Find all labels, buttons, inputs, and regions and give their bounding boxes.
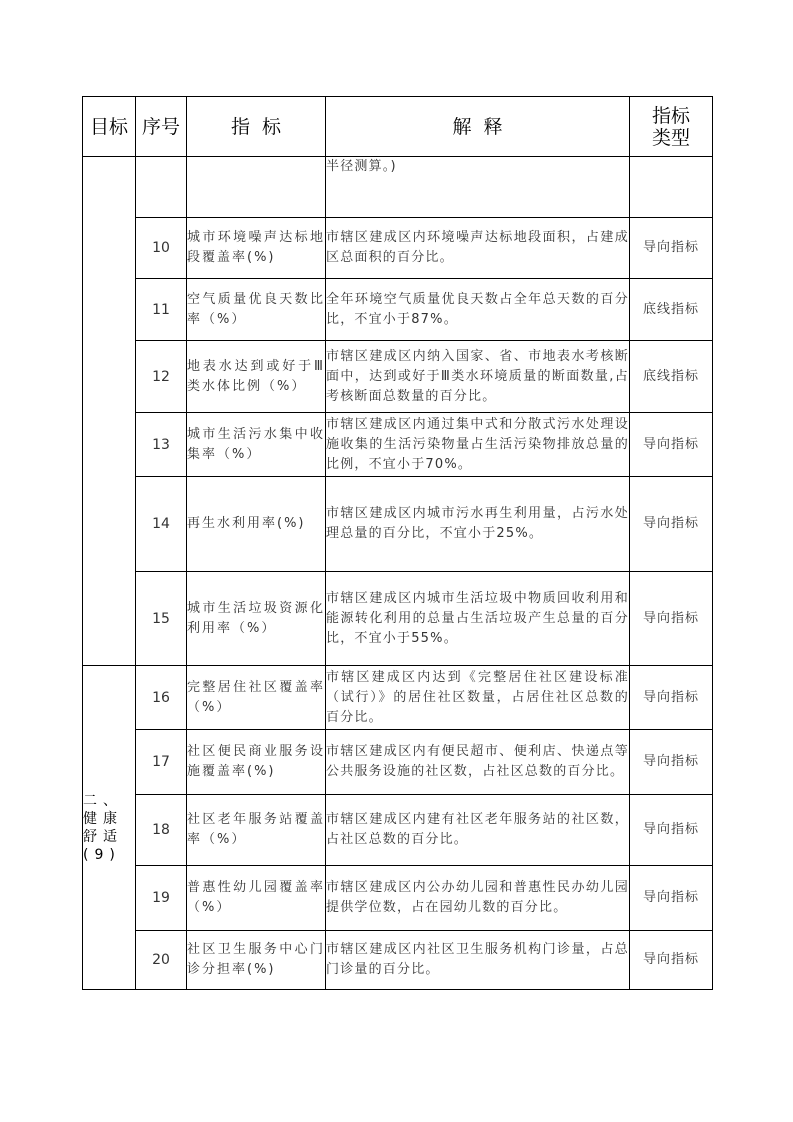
row-type: 导向指标 bbox=[630, 477, 713, 572]
row-no: 15 bbox=[136, 572, 187, 666]
row-type: 导向指标 bbox=[630, 572, 713, 666]
header-explanation: 解 释 bbox=[326, 97, 630, 157]
table-row bbox=[83, 931, 713, 990]
header-goal: 目标 bbox=[83, 97, 136, 157]
row-no bbox=[136, 157, 187, 218]
row-name: 社区便民商业服务设施覆盖率(%) bbox=[187, 730, 326, 795]
table-row bbox=[83, 477, 713, 572]
row-name: 社区老年服务站覆盖率（%） bbox=[187, 795, 326, 866]
row-name: 普惠性幼儿园覆盖率（%） bbox=[187, 866, 326, 931]
row-type: 导向指标 bbox=[630, 795, 713, 866]
row-type bbox=[630, 157, 713, 218]
group-cell-1 bbox=[83, 157, 136, 666]
row-no: 14 bbox=[136, 477, 187, 572]
row-explanation: 市辖区建成区内公办幼儿园和普惠性民办幼儿园提供学位数，占在园幼儿数的百分比。 bbox=[326, 866, 630, 931]
row-explanation: 全年环境空气质量优良天数占全年总天数的百分比，不宜小于87%。 bbox=[326, 279, 630, 341]
table-header-row bbox=[83, 97, 713, 157]
table-row bbox=[83, 279, 713, 341]
row-no: 19 bbox=[136, 866, 187, 931]
table-row bbox=[83, 341, 713, 413]
row-no: 12 bbox=[136, 341, 187, 413]
row-no: 11 bbox=[136, 279, 187, 341]
row-name: 城市生活垃圾资源化利用率（%） bbox=[187, 572, 326, 666]
row-name bbox=[187, 157, 326, 218]
header-indicator: 指 标 bbox=[187, 97, 326, 157]
table-row bbox=[83, 572, 713, 666]
row-explanation: 半径测算。) bbox=[326, 157, 630, 218]
row-name: 城市生活污水集中收集率（%） bbox=[187, 413, 326, 477]
row-explanation: 市辖区建成区内城市生活垃圾中物质回收利用和能源转化利用的总量占生活垃圾产生总量的百分比，不宜小于55%。 bbox=[326, 572, 630, 666]
header-type: 指标类型 bbox=[630, 97, 713, 157]
row-type: 导向指标 bbox=[630, 413, 713, 477]
row-explanation: 市辖区建成区内纳入国家、省、市地表水考核断面中，达到或好于Ⅲ类水环境质量的断面数量,占考核断面总数量的百分比。 bbox=[326, 341, 630, 413]
table-row-continued bbox=[83, 157, 713, 218]
row-name: 空气质量优良天数比率（%） bbox=[187, 279, 326, 341]
table-row bbox=[83, 866, 713, 931]
row-type: 导向指标 bbox=[630, 666, 713, 730]
row-name: 完整居住社区覆盖率（%） bbox=[187, 666, 326, 730]
row-no: 16 bbox=[136, 666, 187, 730]
row-name: 社区卫生服务中心门诊分担率(%) bbox=[187, 931, 326, 990]
row-type: 导向指标 bbox=[630, 931, 713, 990]
table-row bbox=[83, 795, 713, 866]
header-seq: 序号 bbox=[136, 97, 187, 157]
row-explanation: 市辖区建成区内达到《完整居住社区建设标准（试行）》的居住社区数量，占居住社区总数的百分比。 bbox=[326, 666, 630, 730]
table-row bbox=[83, 218, 713, 279]
row-no: 18 bbox=[136, 795, 187, 866]
row-explanation: 市辖区建成区内城市污水再生利用量，占污水处理总量的百分比，不宜小于25%。 bbox=[326, 477, 630, 572]
row-explanation: 市辖区建成区内有便民超市、便利店、快递点等公共服务设施的社区数，占社区总数的百分比。 bbox=[326, 730, 630, 795]
row-type: 底线指标 bbox=[630, 341, 713, 413]
indicator-table bbox=[82, 96, 713, 990]
row-type: 导向指标 bbox=[630, 730, 713, 795]
row-type: 导向指标 bbox=[630, 866, 713, 931]
row-no: 20 bbox=[136, 931, 187, 990]
row-type: 底线指标 bbox=[630, 279, 713, 341]
row-name: 城市环境噪声达标地段覆盖率(%) bbox=[187, 218, 326, 279]
row-type: 导向指标 bbox=[630, 218, 713, 279]
group-label-health-comfort: 二、健康舒适(9) bbox=[83, 666, 136, 990]
row-explanation: 市辖区建成区内环境噪声达标地段面积，占建成区总面积的百分比。 bbox=[326, 218, 630, 279]
row-no: 13 bbox=[136, 413, 187, 477]
row-no: 10 bbox=[136, 218, 187, 279]
row-explanation: 市辖区建成区内通过集中式和分散式污水处理设施收集的生活污染物量占生活污染物排放总量的比例，不宜小于70%。 bbox=[326, 413, 630, 477]
row-name: 再生水利用率(%) bbox=[187, 477, 326, 572]
row-no: 17 bbox=[136, 730, 187, 795]
row-name: 地表水达到或好于Ⅲ类水体比例（%） bbox=[187, 341, 326, 413]
table-row bbox=[83, 730, 713, 795]
row-explanation: 市辖区建成区内建有社区老年服务站的社区数，占社区总数的百分比。 bbox=[326, 795, 630, 866]
row-explanation: 市辖区建成区内社区卫生服务机构门诊量，占总门诊量的百分比。 bbox=[326, 931, 630, 990]
table-row bbox=[83, 666, 713, 730]
table-row bbox=[83, 413, 713, 477]
